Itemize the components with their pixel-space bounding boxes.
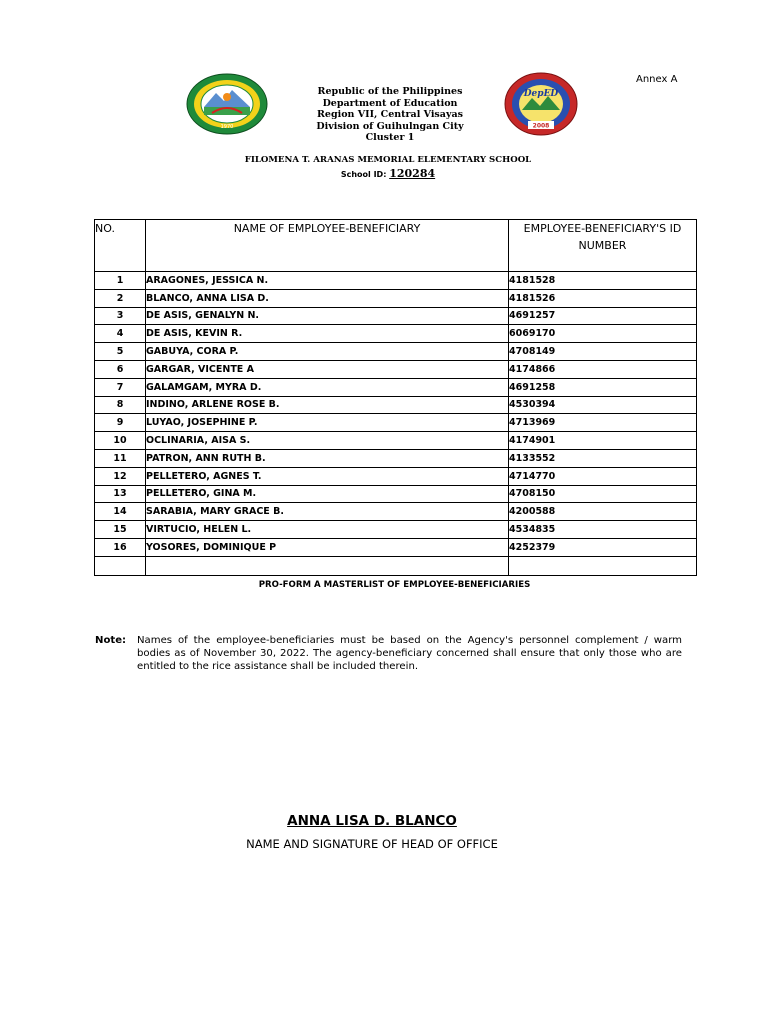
table-row xyxy=(95,414,697,432)
row-number: 1 xyxy=(95,272,146,290)
employee-id: 4708149 xyxy=(509,343,697,361)
employee-id: 4714770 xyxy=(509,467,697,485)
employee-name: VIRTUCIO, HELEN L. xyxy=(146,521,509,539)
employee-id: 4181526 xyxy=(509,289,697,307)
school-name: FILOMENA T. ARANAS MEMORIAL ELEMENTARY SCHOOL xyxy=(244,155,532,165)
employee-id: 4691257 xyxy=(509,307,697,325)
employee-name: INDINO, ARLENE ROSE B. xyxy=(146,396,509,414)
note xyxy=(95,634,682,673)
employee-id: 4133552 xyxy=(509,449,697,467)
header-line: Republic of the Philippines xyxy=(317,86,463,97)
table-row xyxy=(95,432,697,450)
deped-division-logo xyxy=(504,72,578,136)
beneficiary-table xyxy=(94,219,697,576)
agency-header xyxy=(290,86,490,144)
table-row xyxy=(95,272,697,290)
employee-id: 4174866 xyxy=(509,360,697,378)
row-number: 11 xyxy=(95,449,146,467)
table-row xyxy=(95,503,697,521)
employee-id: 4200588 xyxy=(509,503,697,521)
employee-name: BLANCO, ANNA LISA D. xyxy=(146,289,509,307)
header-no: NO. xyxy=(95,220,146,272)
blank-cell xyxy=(509,556,697,575)
row-number: 7 xyxy=(95,378,146,396)
blank-cell xyxy=(95,556,146,575)
signatory-title: NAME AND SIGNATURE OF HEAD OF OFFICE xyxy=(246,837,498,851)
table-header-row xyxy=(95,220,697,272)
row-number: 4 xyxy=(95,325,146,343)
table-row xyxy=(95,449,697,467)
header-name: NAME OF EMPLOYEE-BENEFICIARY xyxy=(146,220,509,272)
annex-label: Annex A xyxy=(636,74,678,85)
employee-id: 4530394 xyxy=(509,396,697,414)
seal-year: 1970 xyxy=(220,124,234,130)
employee-name: SARABIA, MARY GRACE B. xyxy=(146,503,509,521)
table-row xyxy=(95,360,697,378)
employee-id: 6069170 xyxy=(509,325,697,343)
header-id-number: EMPLOYEE-BENEFICIARY'S ID NUMBER xyxy=(509,220,697,272)
row-number: 15 xyxy=(95,521,146,539)
school-id-value: 120284 xyxy=(389,167,436,180)
header-line: Division of Guihulngan City xyxy=(316,120,464,132)
row-number: 16 xyxy=(95,538,146,556)
blank-cell xyxy=(146,556,509,575)
employee-name: DE ASIS, GENALYN N. xyxy=(146,307,509,325)
employee-name: PELLETERO, AGNES T. xyxy=(146,467,509,485)
table-row xyxy=(95,396,697,414)
employee-name: PATRON, ANN RUTH B. xyxy=(146,449,509,467)
table-row xyxy=(95,325,697,343)
row-number: 5 xyxy=(95,343,146,361)
school-seal-logo xyxy=(186,73,268,135)
table-row xyxy=(95,485,697,503)
header-line: Region VII, Central Visayas xyxy=(317,109,463,121)
table-caption: PRO-FORM A MASTERLIST OF EMPLOYEE-BENEFICIARIES xyxy=(258,580,531,590)
row-number: 10 xyxy=(95,432,146,450)
school-id-label: School ID: xyxy=(340,170,387,179)
blank-row xyxy=(95,556,697,575)
employee-name: ARAGONES, JESSICA N. xyxy=(146,272,509,290)
row-number: 3 xyxy=(95,307,146,325)
employee-name: OCLINARIA, AISA S. xyxy=(146,432,509,450)
table-row xyxy=(95,289,697,307)
employee-id: 4708150 xyxy=(509,485,697,503)
header-line: Cluster 1 xyxy=(365,132,415,144)
employee-name: DE ASIS, KEVIN R. xyxy=(146,325,509,343)
table-row xyxy=(95,538,697,556)
row-number: 6 xyxy=(95,360,146,378)
row-number: 2 xyxy=(95,289,146,307)
table-row xyxy=(95,521,697,539)
row-number: 14 xyxy=(95,503,146,521)
row-number: 13 xyxy=(95,485,146,503)
note-text: Names of the employee-beneficiaries must be based on the Agency's personnel complement / warm bodies as of November 30, 2022. The agency-beneficiary concerned shall ensure that only those who are entitled to the rice assistance shall be included therein. xyxy=(137,635,682,672)
employee-id: 4174901 xyxy=(509,432,697,450)
row-number: 12 xyxy=(95,467,146,485)
employee-name: GABUYA, CORA P. xyxy=(146,343,509,361)
table-row xyxy=(95,307,697,325)
signatory-name: ANNA LISA D. BLANCO xyxy=(287,813,457,829)
table-row xyxy=(95,467,697,485)
logo-year: 2008 xyxy=(532,122,550,130)
employee-id: 4252379 xyxy=(509,538,697,556)
employee-id: 4181528 xyxy=(509,272,697,290)
school-id xyxy=(0,167,768,180)
employee-id: 4534835 xyxy=(509,521,697,539)
table-row xyxy=(95,378,697,396)
employee-id: 4691258 xyxy=(509,378,697,396)
employee-name: GALAMGAM, MYRA D. xyxy=(146,378,509,396)
deped-text: DepED xyxy=(523,89,559,99)
table-row xyxy=(95,343,697,361)
header-line: Department of Education xyxy=(322,97,458,109)
row-number: 9 xyxy=(95,414,146,432)
employee-id: 4713969 xyxy=(509,414,697,432)
employee-name: PELLETERO, GINA M. xyxy=(146,485,509,503)
employee-name: YOSORES, DOMINIQUE P xyxy=(146,538,509,556)
employee-name: GARGAR, VICENTE A xyxy=(146,360,509,378)
employee-name: LUYAO, JOSEPHINE P. xyxy=(146,414,509,432)
row-number: 8 xyxy=(95,396,146,414)
note-label: Note: xyxy=(95,635,127,646)
